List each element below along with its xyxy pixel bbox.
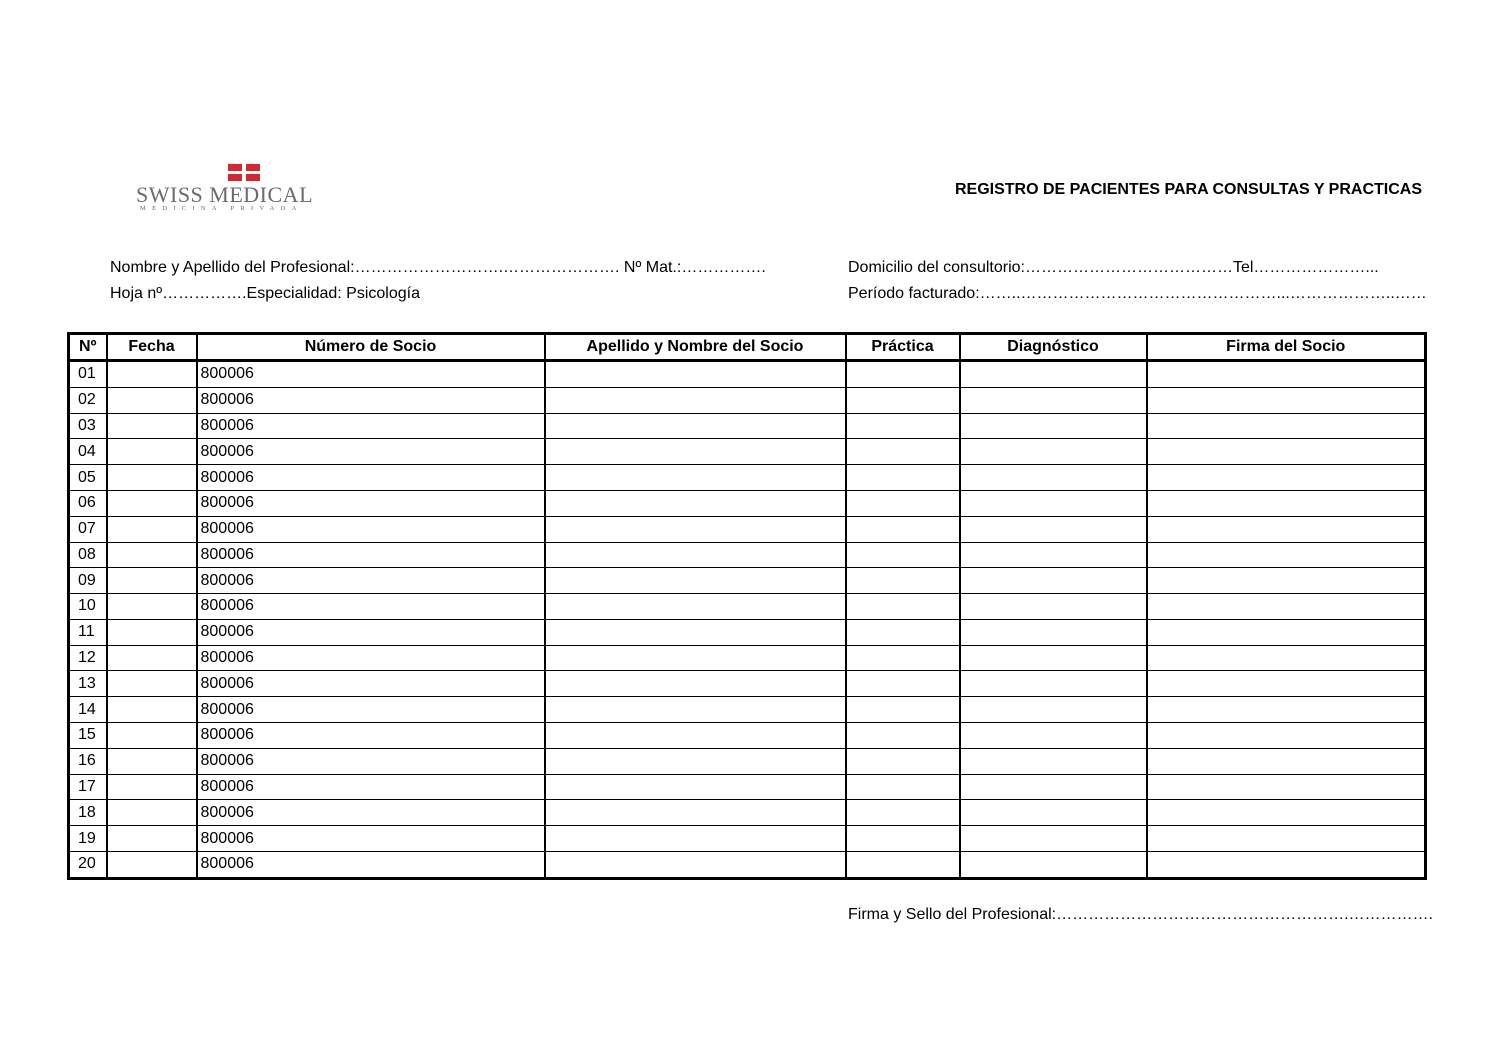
- row-number: 15: [69, 722, 107, 748]
- diagnostico-cell[interactable]: [960, 594, 1147, 620]
- firma-cell[interactable]: [1147, 594, 1426, 620]
- diagnostico-cell[interactable]: [960, 826, 1147, 852]
- table-row: [69, 465, 1426, 491]
- row-number: 13: [69, 671, 107, 697]
- row-number: 18: [69, 800, 107, 826]
- practica-cell[interactable]: [846, 619, 960, 645]
- fecha-cell[interactable]: [107, 826, 197, 852]
- column-header-fecha: Fecha: [107, 334, 197, 361]
- column-header-numero: Nº: [69, 334, 107, 361]
- diagnostico-cell[interactable]: [960, 361, 1147, 388]
- apellido-nombre-cell[interactable]: [545, 594, 846, 620]
- diagnostico-cell[interactable]: [960, 645, 1147, 671]
- row-number: 02: [69, 387, 107, 413]
- table-row: [69, 748, 1426, 774]
- row-number: 19: [69, 826, 107, 852]
- socio-cell[interactable]: 800006: [197, 748, 545, 774]
- practica-cell[interactable]: [846, 594, 960, 620]
- table-row: [69, 490, 1426, 516]
- fecha-cell[interactable]: [107, 594, 197, 620]
- practica-cell[interactable]: [846, 748, 960, 774]
- table-row: [69, 568, 1426, 594]
- firma-cell[interactable]: [1147, 645, 1426, 671]
- table-body: [69, 361, 1426, 879]
- periodo-field[interactable]: Período facturado:……..…………………………………………...………………..……: [848, 285, 1427, 302]
- row-number: 10: [69, 594, 107, 620]
- table-header-row: [69, 334, 1426, 361]
- table-row: [69, 697, 1426, 723]
- firma-cell[interactable]: [1147, 748, 1426, 774]
- document-title: REGISTRO DE PACIENTES PARA CONSULTAS Y PRACTICAS: [954, 181, 1422, 198]
- fecha-cell[interactable]: [107, 748, 197, 774]
- row-number: 20: [69, 851, 107, 878]
- practica-cell[interactable]: [846, 722, 960, 748]
- socio-cell[interactable]: 800006: [197, 542, 545, 568]
- table-row: [69, 516, 1426, 542]
- fecha-cell[interactable]: [107, 800, 197, 826]
- socio-cell[interactable]: 800006: [197, 568, 545, 594]
- diagnostico-cell[interactable]: [960, 671, 1147, 697]
- patient-register-table: [67, 332, 1427, 880]
- practica-cell[interactable]: [846, 568, 960, 594]
- table-row: [69, 800, 1426, 826]
- socio-cell[interactable]: 800006: [197, 465, 545, 491]
- fecha-cell[interactable]: [107, 619, 197, 645]
- firma-cell[interactable]: [1147, 851, 1426, 878]
- column-header-diagnostico: Diagnóstico: [960, 334, 1147, 361]
- apellido-nombre-cell[interactable]: [545, 774, 846, 800]
- column-header-firma: Firma del Socio: [1147, 334, 1426, 361]
- row-number: 11: [69, 619, 107, 645]
- apellido-nombre-cell[interactable]: [545, 697, 846, 723]
- firma-cell[interactable]: [1147, 361, 1426, 388]
- table-row: [69, 542, 1426, 568]
- practica-cell[interactable]: [846, 542, 960, 568]
- row-number: 06: [69, 490, 107, 516]
- row-number: 14: [69, 697, 107, 723]
- practica-cell[interactable]: [846, 490, 960, 516]
- row-number: 05: [69, 465, 107, 491]
- firma-cell[interactable]: [1147, 697, 1426, 723]
- apellido-nombre-cell[interactable]: [545, 413, 846, 439]
- practica-cell[interactable]: [846, 800, 960, 826]
- apellido-nombre-cell[interactable]: [545, 568, 846, 594]
- hoja-especialidad-field[interactable]: Hoja nº…………….Especialidad: Psicología: [110, 285, 420, 302]
- socio-cell[interactable]: 800006: [197, 645, 545, 671]
- socio-cell[interactable]: 800006: [197, 516, 545, 542]
- table-row: [69, 826, 1426, 852]
- apellido-nombre-cell[interactable]: [545, 361, 846, 388]
- socio-cell[interactable]: 800006: [197, 619, 545, 645]
- fecha-cell[interactable]: [107, 568, 197, 594]
- table-row: [69, 671, 1426, 697]
- practica-cell[interactable]: [846, 851, 960, 878]
- practica-cell[interactable]: [846, 439, 960, 465]
- table-row: [69, 387, 1426, 413]
- diagnostico-cell[interactable]: [960, 722, 1147, 748]
- fecha-cell[interactable]: [107, 439, 197, 465]
- apellido-nombre-cell[interactable]: [545, 851, 846, 878]
- practica-cell[interactable]: [846, 465, 960, 491]
- diagnostico-cell[interactable]: [960, 619, 1147, 645]
- apellido-nombre-cell[interactable]: [545, 387, 846, 413]
- table-row: [69, 594, 1426, 620]
- practica-cell[interactable]: [846, 516, 960, 542]
- firma-cell[interactable]: [1147, 800, 1426, 826]
- socio-cell[interactable]: 800006: [197, 826, 545, 852]
- practica-cell[interactable]: [846, 645, 960, 671]
- diagnostico-cell[interactable]: [960, 542, 1147, 568]
- table-row: [69, 774, 1426, 800]
- diagnostico-cell[interactable]: [960, 413, 1147, 439]
- socio-cell[interactable]: 800006: [197, 594, 545, 620]
- socio-cell[interactable]: 800006: [197, 722, 545, 748]
- swiss-medical-flag-icon: [228, 164, 262, 182]
- fecha-cell[interactable]: [107, 516, 197, 542]
- socio-cell[interactable]: 800006: [197, 361, 545, 388]
- socio-cell[interactable]: 800006: [197, 697, 545, 723]
- fecha-cell[interactable]: [107, 645, 197, 671]
- firma-cell[interactable]: [1147, 619, 1426, 645]
- domicilio-field[interactable]: Domicilio del consultorio:…………………………………Tel…………………...: [848, 259, 1379, 276]
- firma-cell[interactable]: [1147, 774, 1426, 800]
- diagnostico-cell[interactable]: [960, 774, 1147, 800]
- fecha-cell[interactable]: [107, 542, 197, 568]
- table-row: [69, 851, 1426, 878]
- row-number: 08: [69, 542, 107, 568]
- table-row: [69, 722, 1426, 748]
- socio-cell[interactable]: 800006: [197, 387, 545, 413]
- diagnostico-cell[interactable]: [960, 800, 1147, 826]
- firma-cell[interactable]: [1147, 465, 1426, 491]
- firma-cell[interactable]: [1147, 516, 1426, 542]
- firma-cell[interactable]: [1147, 542, 1426, 568]
- firma-cell[interactable]: [1147, 439, 1426, 465]
- diagnostico-cell[interactable]: [960, 465, 1147, 491]
- apellido-nombre-cell[interactable]: [545, 619, 846, 645]
- socio-cell[interactable]: 800006: [197, 413, 545, 439]
- socio-cell[interactable]: 800006: [197, 800, 545, 826]
- fecha-cell[interactable]: [107, 722, 197, 748]
- firma-cell[interactable]: [1147, 490, 1426, 516]
- practica-cell[interactable]: [846, 387, 960, 413]
- profesional-field[interactable]: Nombre y Apellido del Profesional:……………………….…………………. Nº Mat.:…………….: [110, 259, 766, 276]
- socio-cell[interactable]: 800006: [197, 671, 545, 697]
- fecha-cell[interactable]: [107, 774, 197, 800]
- apellido-nombre-cell[interactable]: [545, 722, 846, 748]
- diagnostico-cell[interactable]: [960, 851, 1147, 878]
- apellido-nombre-cell[interactable]: [545, 439, 846, 465]
- row-number: 01: [69, 361, 107, 388]
- diagnostico-cell[interactable]: [960, 748, 1147, 774]
- practica-cell[interactable]: [846, 361, 960, 388]
- diagnostico-cell[interactable]: [960, 490, 1147, 516]
- diagnostico-cell[interactable]: [960, 516, 1147, 542]
- socio-cell[interactable]: 800006: [197, 774, 545, 800]
- apellido-nombre-cell[interactable]: [545, 748, 846, 774]
- apellido-nombre-cell[interactable]: [545, 465, 846, 491]
- practica-cell[interactable]: [846, 413, 960, 439]
- fecha-cell[interactable]: [107, 697, 197, 723]
- practica-cell[interactable]: [846, 774, 960, 800]
- socio-cell[interactable]: 800006: [197, 439, 545, 465]
- row-number: 07: [69, 516, 107, 542]
- table-row: [69, 361, 1426, 388]
- table-row: [69, 619, 1426, 645]
- fecha-cell[interactable]: [107, 671, 197, 697]
- apellido-nombre-cell[interactable]: [545, 826, 846, 852]
- apellido-nombre-cell[interactable]: [545, 645, 846, 671]
- firma-cell[interactable]: [1147, 722, 1426, 748]
- diagnostico-cell[interactable]: [960, 387, 1147, 413]
- practica-cell[interactable]: [846, 697, 960, 723]
- firma-cell[interactable]: [1147, 826, 1426, 852]
- firma-cell[interactable]: [1147, 568, 1426, 594]
- firma-cell[interactable]: [1147, 413, 1426, 439]
- row-number: 04: [69, 439, 107, 465]
- firma-sello-field[interactable]: Firma y Sello del Profesional:……………………………………………….…………….: [848, 906, 1433, 923]
- apellido-nombre-cell[interactable]: [545, 671, 846, 697]
- table-row: [69, 439, 1426, 465]
- diagnostico-cell[interactable]: [960, 568, 1147, 594]
- row-number: 09: [69, 568, 107, 594]
- table-row: [69, 645, 1426, 671]
- apellido-nombre-cell[interactable]: [545, 490, 846, 516]
- fecha-cell[interactable]: [107, 361, 197, 388]
- fecha-cell[interactable]: [107, 413, 197, 439]
- row-number: 17: [69, 774, 107, 800]
- firma-cell[interactable]: [1147, 387, 1426, 413]
- row-number: 12: [69, 645, 107, 671]
- diagnostico-cell[interactable]: [960, 439, 1147, 465]
- logo-name: SWISS MEDICAL: [136, 182, 314, 207]
- socio-cell[interactable]: 800006: [197, 490, 545, 516]
- fecha-cell[interactable]: [107, 851, 197, 878]
- fecha-cell[interactable]: [107, 490, 197, 516]
- row-number: 16: [69, 748, 107, 774]
- diagnostico-cell[interactable]: [960, 697, 1147, 723]
- practica-cell[interactable]: [846, 671, 960, 697]
- apellido-nombre-cell[interactable]: [545, 542, 846, 568]
- fecha-cell[interactable]: [107, 387, 197, 413]
- table-row: [69, 413, 1426, 439]
- column-header-numero-socio: Número de Socio: [197, 334, 545, 361]
- column-header-apellido-nombre: Apellido y Nombre del Socio: [545, 334, 846, 361]
- apellido-nombre-cell[interactable]: [545, 800, 846, 826]
- practica-cell[interactable]: [846, 826, 960, 852]
- fecha-cell[interactable]: [107, 465, 197, 491]
- logo-subtitle: MEDICINA PRIVADA: [140, 205, 303, 212]
- row-number: 03: [69, 413, 107, 439]
- apellido-nombre-cell[interactable]: [545, 516, 846, 542]
- socio-cell[interactable]: 800006: [197, 851, 545, 878]
- swiss-medical-logo: [136, 162, 356, 216]
- column-header-practica: Práctica: [846, 334, 960, 361]
- firma-cell[interactable]: [1147, 671, 1426, 697]
